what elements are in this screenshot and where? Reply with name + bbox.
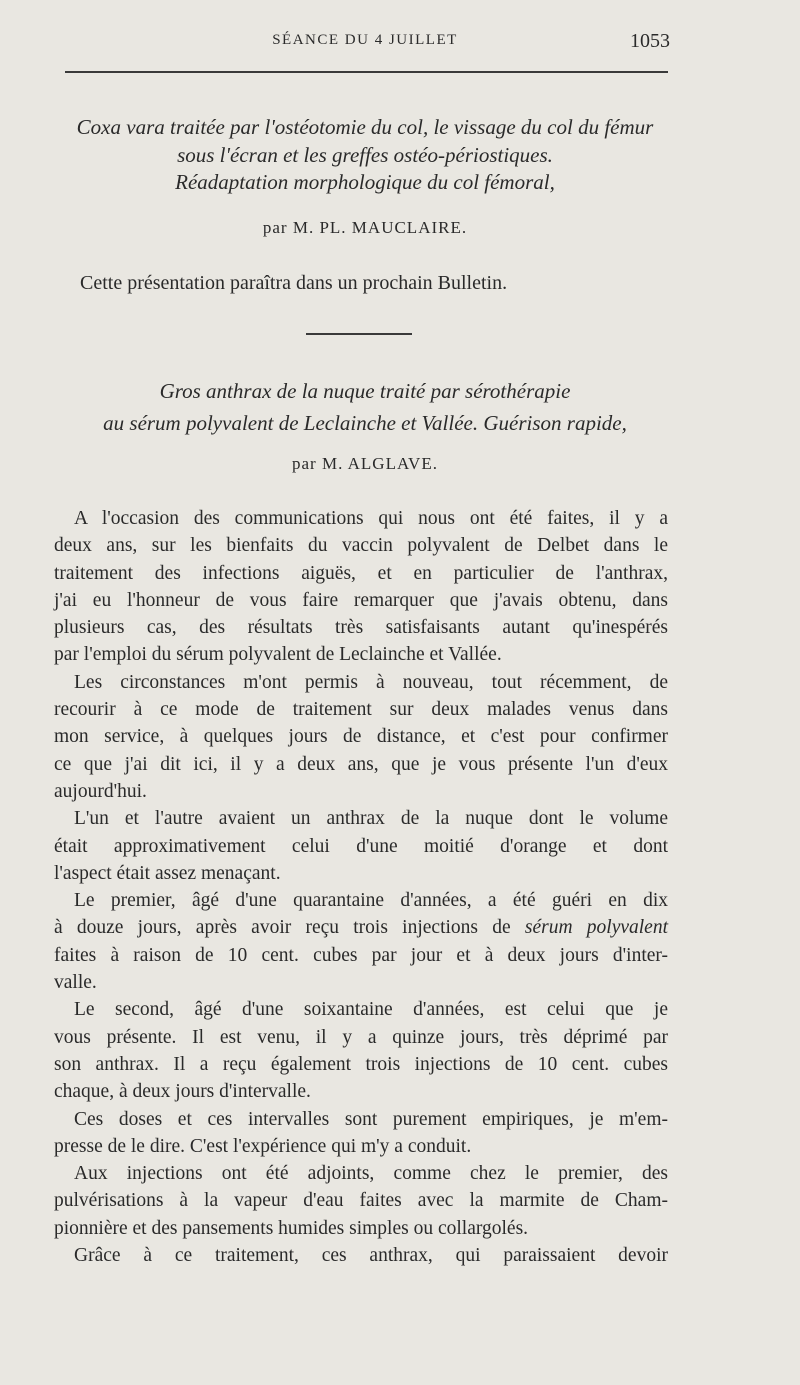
body-line: Ces doses et ces intervalles sont purement empiriques, je m'em- [74, 1108, 668, 1130]
body-line: Le premier, âgé d'une quarantaine d'années, a été guéri en dix [74, 890, 668, 912]
body-line-start: à douze jours, après avoir reçu trois injections de [54, 917, 511, 939]
body-line: chaque, à deux jours d'intervalle. [54, 1081, 311, 1103]
body-line: presse de le dire. C'est l'expérience qui m'y a conduit. [54, 1135, 472, 1157]
body-line: Grâce à ce traitement, ces anthrax, qui paraissaient devoir [74, 1245, 668, 1267]
article1-title [40, 114, 690, 197]
body-line: mon service, à quelques jours de distance, et c'est pour confirmer [54, 726, 668, 748]
body-line: Le second, âgé d'une soixantaine d'années, est celui que je [74, 999, 668, 1021]
body-line: plusieurs cas, des résultats très satisfaisants autant qu'inespérés [54, 617, 668, 639]
body-line: pulvérisations à la vapeur d'eau faites avec la marmite de Cham- [54, 1190, 668, 1212]
body-line: A l'occasion des communications qui nous ont été faites, il y a [74, 508, 668, 529]
article1-title-line: Réadaptation morphologique du col fémoral, [175, 170, 555, 194]
article2-title-line: au sérum polyvalent de Leclainche et Vallée. Guérison rapide, [103, 411, 627, 435]
article1-byline: par M. PL. MAUCLAIRE. [262, 218, 468, 237]
article2-body [54, 505, 668, 1269]
body-line: deux ans, sur les bienfaits du vaccin polyvalent de Delbet dans le [54, 535, 668, 557]
article2-byline: par M. ALGLAVE. [292, 454, 438, 473]
body-line: ce que j'ai dit ici, il y a deux ans, que je vous présente l'un d'eux [54, 753, 668, 775]
body-line: valle. [54, 972, 97, 994]
running-head [60, 30, 670, 54]
body-line: l'aspect était assez menaçant. [54, 862, 281, 884]
page-number: 1053 [630, 30, 670, 52]
body-line: faites à raison de 10 cent. cubes par jour et à deux jours d'inter- [54, 944, 668, 966]
article2-title [40, 375, 690, 439]
body-line: par l'emploi du sérum polyvalent de Leclainche et Vallée. [54, 644, 502, 666]
body-line: recourir à ce mode de traitement sur deux malades venus dans [54, 699, 668, 721]
article2-title-line: Gros anthrax de la nuque traité par sérothérapie [159, 379, 571, 403]
section-divider [306, 333, 412, 335]
article1-title-line: Coxa vara traitée par l'ostéotomie du col, le vissage du col du fémur [76, 115, 654, 139]
body-line: aujourd'hui. [54, 780, 147, 802]
body-line: était approximativement celui d'une moitié d'orange et dont [54, 835, 668, 857]
header-rule [65, 71, 668, 73]
article1-note: Cette présentation paraîtra dans un prochain Bulletin. [80, 272, 508, 294]
body-line-with-italic [54, 914, 668, 941]
body-line: Aux injections ont été adjoints, comme chez le premier, des [74, 1163, 668, 1185]
body-line: L'un et l'autre avaient un anthrax de la nuque dont le volume [74, 808, 668, 830]
running-title: SÉANCE DU 4 JUILLET [272, 32, 458, 48]
article1-title-line: sous l'écran et les greffes ostéo-périostiques. [177, 142, 553, 167]
body-line: vous présente. Il est venu, il y a quinze jours, très déprimé par [54, 1026, 668, 1048]
body-line: Les circonstances m'ont permis à nouveau, tout récemment, de [74, 671, 668, 693]
italic-term: sérum polyvalent [524, 917, 669, 939]
body-line: son anthrax. Il a reçu également trois injections de 10 cent. cubes [54, 1053, 668, 1075]
body-line: j'ai eu l'honneur de vous faire remarquer que j'avais obtenu, dans [54, 589, 668, 611]
body-line: traitement des infections aiguës, et en particulier de l'anthrax, [54, 562, 668, 584]
body-line: pionnière et des pansements humides simples ou collargolés. [54, 1217, 529, 1239]
